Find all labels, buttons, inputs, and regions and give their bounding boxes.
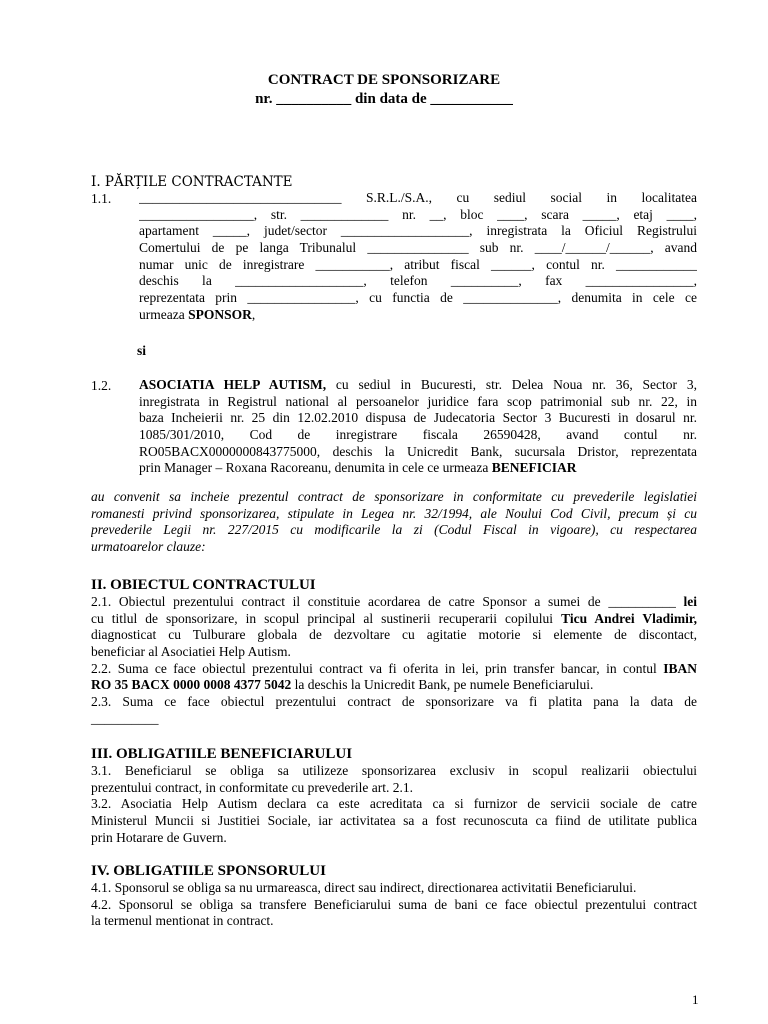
item-1-2-last-line: prin Manager – Roxana Racoreanu, denumita in cele ce urmeaza BENEFICIAR [139, 460, 577, 476]
clause-4-line: la termenul mentionat in contract. [91, 913, 274, 929]
item-1-1-paragraph [139, 190, 697, 324]
section-1-heading: I. PĂRȚILE CONTRACTANTE [91, 174, 293, 190]
item-1-2-line: inregistrata in Registrul national al persoanelor juridice fara scop patrimonial sub nr. 22, in [139, 393, 697, 409]
iban-value: RO 35 BACX 0000 0008 4377 5042 [91, 677, 292, 693]
clause-2-3-line: __________ [91, 710, 159, 726]
item-1-1-line: reprezentata prin ________________, cu functia de ______________, denumita in cele ce [139, 290, 697, 306]
section-4-body [91, 880, 697, 930]
clause-2-2-line: RO 35 BACX 0000 0008 4377 5042 la deschis la Unicredit Bank, pe numele Beneficiarului. [91, 677, 594, 693]
section-2-heading: II. OBIECTUL CONTRACTULUI [91, 577, 316, 593]
clause-3-line: 3.1. Beneficiarul se obliga sa utilizeze sponsorizarea exclusiv in scopul realizarii obiectului [91, 763, 697, 778]
section-3-body [91, 763, 697, 846]
clause-4-line: 4.2. Sponsorul se obliga sa transfere Beneficiarului suma de bani ce face obiectul prezentului contract [91, 896, 697, 912]
item-1-2-line: 1085/301/2010, Cod de inregistrare fiscala 26590428, avand contul nr. [139, 427, 697, 443]
clause-2-1-line: 2.1. Obiectul prezentului contract il constituie acordarea de catre Sponsor a sumei de __________ lei [91, 594, 697, 609]
clause-4-line: 4.1. Sponsorul se obliga sa nu urmareasca, direct sau indirect, directionarea activitatii Beneficiarului. [91, 880, 637, 895]
clause-2-1-line: beneficiar al Asociatiei Help Autism. [91, 644, 291, 660]
clause-2-1-line: cu titlul de sponsorizare, in scopul principal al sustinerii recuperarii copilului Ticu Andrei Vladimir, [91, 610, 697, 626]
intro-line: urmatoarelor clauze: [91, 539, 206, 555]
clause-2-3-line: 2.3. Suma ce face obiectul prezentului contract de sponsorizare va fi platita pana la data de [91, 694, 697, 710]
beneficiary-label: BENEFICIAR [491, 460, 577, 476]
item-1-1-line: apartament _____, judet/sector ___________________, inregistrata la Oficiul Registrului [139, 223, 697, 239]
item-1-1-line: _________________, str. _____________ nr. __, bloc ____, scara _____, etaj ____, [139, 206, 697, 222]
beneficiary-name: ASOCIATIA HELP AUTISM, [139, 377, 327, 392]
section-3-heading: III. OBLIGATIILE BENEFICIARULUI [91, 746, 353, 762]
item-1-2-paragraph [139, 377, 697, 477]
contract-title: CONTRACT DE SPONSORIZARE [267, 72, 501, 88]
section-2-body [91, 594, 697, 728]
item-1-2-first-line: ASOCIATIA HELP AUTISM, cu sediul in Bucuresti, str. Delea Noua nr. 36, Sector 3, [139, 377, 697, 392]
intro-paragraph [91, 489, 697, 556]
sponsor-label: SPONSOR [188, 306, 252, 322]
item-1-1-line: deschis la ___________________, telefon __________, fax ________________, [139, 273, 697, 289]
item-1-2-line: baza Incheierii nr. 25 din 12.02.2010 dispusa de Judecatoria Sector 3 Bucuresti in dosarul nr. [139, 410, 697, 426]
item-1-1-last-line: urmeaza SPONSOR, [139, 306, 256, 322]
intro-line: au convenit sa incheie prezentul contract de sponsorizare in conformitate cu prevederile legislatiei [91, 489, 697, 504]
contract-number-line: nr. __________ din data de ___________ [255, 91, 513, 107]
child-name: Ticu Andrei Vladimir, [561, 610, 697, 626]
and-separator: si [137, 343, 147, 358]
clause-3-line: prin Hotarare de Guvern. [91, 829, 227, 845]
page-number: 1 [692, 992, 699, 1007]
item-1-1-line: numar unic de inregistrare ___________, atribut fiscal ______, contul nr. ____________ [139, 256, 697, 272]
clause-2-2-line: 2.2. Suma ce face obiectul prezentului contract va fi oferita in lei, prin transfer bancar, in contul IBAN [91, 660, 697, 676]
intro-line: romanesti privind sponsorizarea, stipulate in Legea nr. 32/1994, ale Noului Cod Civil, precum și cu [91, 505, 697, 521]
clause-3-line: prezentului contract, in conformitate cu prevederile art. 2.1. [91, 779, 413, 795]
section-4-heading: IV. OBLIGATIILE SPONSORULUI [91, 863, 326, 879]
item-1-1-number: 1.1. [91, 191, 112, 206]
item-1-2-number: 1.2. [91, 378, 112, 393]
item-1-2-line: RO05BACX0000000843775000, deschis la Unicredit Bank, sucursala Dristor, reprezentata [139, 443, 697, 459]
clause-3-line: Ministerul Muncii si Justitiei Sociale, iar activitatea sa a fost recunoscuta ca fiind de utilitate publica [91, 813, 697, 829]
item-1-1-line: ______________________________ S.R.L./S.A., cu sediul social in localitatea [139, 190, 697, 205]
intro-line: prevederile Legii nr. 227/2015 cu modificarile la zi (Codul Fiscal in vigoare), cu respectarea [91, 522, 697, 538]
clause-3-line: 3.2. Asociatia Help Autism declara ca este acreditata ca si furnizor de servicii sociale de catre [91, 796, 697, 812]
item-1-1-line: Comertului de pe langa Tribunalul _______________ sub nr. ____/______/______, avand [139, 240, 697, 256]
clause-2-1-line: diagnosticat cu Tulburare globala de dezvoltare cu agitatie motorie si elemente de discontact, [91, 627, 697, 643]
